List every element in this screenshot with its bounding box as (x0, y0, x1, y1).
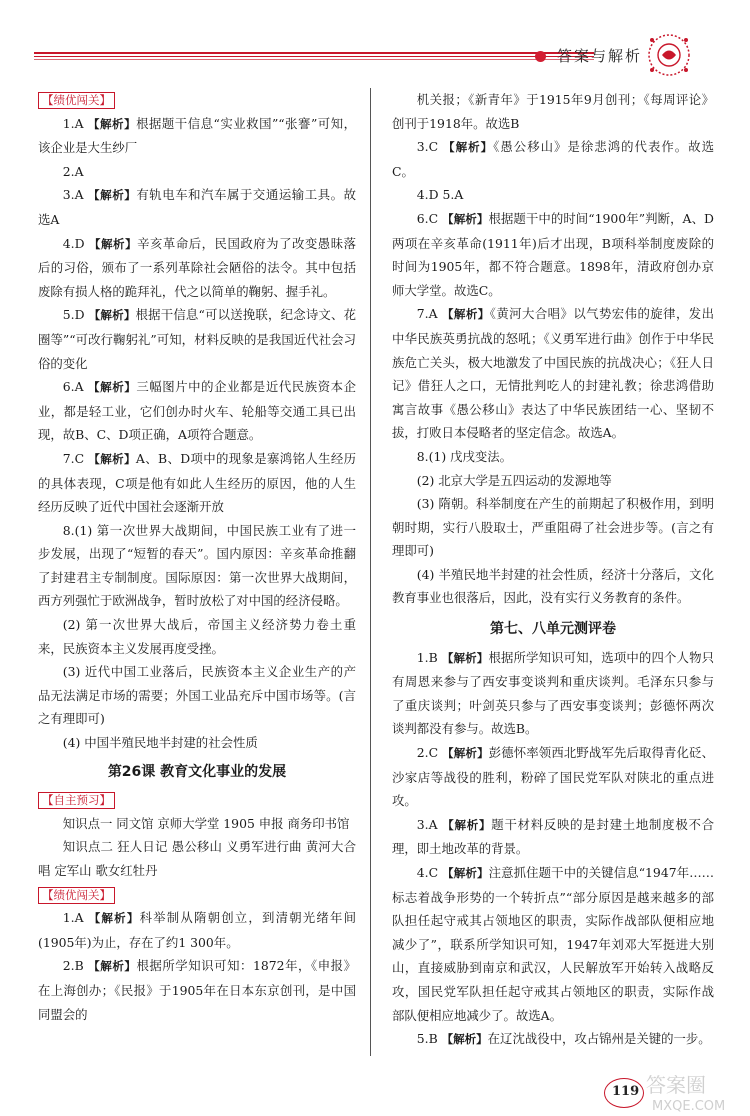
answer-item (38, 160, 356, 184)
analysis-label: 【解析】 (441, 1032, 488, 1047)
answer-list (38, 906, 356, 1026)
page-number: 119 (612, 1084, 640, 1099)
answer-item (38, 303, 356, 375)
answer-text: 三幅图片中的企业都是近代民族资本企业，都是轻工业，它们创办时火车、轮船等交通工具已出现，故B、C、D项正确，A项符合题意。 (38, 379, 357, 443)
analysis-label: 【解析】 (88, 451, 136, 466)
answer-text: A、B、D项中的现象是寨鸿铭人生经历的具体表现，C项是他有如此人生经历的原因，他的人生经历反映了近代中国社会逐渐开放 (38, 450, 356, 515)
answer-text: 在辽沈战役中，攻占锦州是关键的一步。 (487, 1031, 711, 1047)
answer-number: (2) (62, 617, 86, 633)
answer-item (392, 861, 714, 1027)
answer-item (38, 613, 356, 660)
answer-text: 第一次世界大战后，帝国主义经济势力卷土重来，民族资本主义发展再度受挫。 (38, 617, 356, 656)
answer-item (392, 183, 714, 207)
answer-number: 4.D 5.A (416, 187, 464, 203)
answer-number: (4) (62, 735, 85, 751)
answer-text: 根据题干中的时间“1900年”判断，A、D两项在辛亥革命(1911年)后才出现，B项科举制度废除的时间为1905年，都不符合题意。1898年，清政府创办京师大学堂。故选C。 (392, 210, 714, 298)
analysis-label: 【解析】 (88, 380, 137, 395)
section-tag: 【绩优闯关】 (38, 92, 115, 109)
answer-item (38, 112, 356, 160)
left-column (38, 88, 356, 1026)
lesson-title: 第26课 教育文化事业的发展 (107, 763, 287, 780)
header-title: 答案与解析 (557, 47, 643, 65)
answer-item (38, 447, 356, 519)
answer-item (392, 135, 714, 183)
answer-item (392, 207, 714, 302)
answer-text: 有轨电车和汽车属于交通运输工具。故选A (38, 187, 357, 227)
svg-text:MXQE.COM: MXQE.COM (652, 1099, 726, 1114)
answer-text: 《愚公移山》是徐悲鸿的代表作。故选C。 (392, 139, 714, 179)
watermark-logo (642, 1070, 742, 1114)
answer-text: 《黄河大合唱》以气势宏伟的旋律，发出中华民族英勇抗战的怒吼；《义勇军进行曲》创作于中华民族危亡关头，极大地激发了中国民族的抗战决心；《狂人日记》借狂人之口，无情批判吃人的封建礼教；徐悲鸿借助寓言故事《愚公移山》表达了中华民族团结一心、坚韧不拔，打败日本侵略者的坚定信念。故选A。 (392, 306, 714, 441)
answer-item (392, 563, 714, 610)
answer-text: 辛亥革命后，民国政府为了改变愚昧落后的习俗，颁布了一系列革除社会陋俗的法令。其中包括废除有损人格的跪拜礼，代之以简单的鞠躬、握手礼。 (38, 235, 357, 299)
analysis-label: 【解析】 (88, 911, 140, 926)
answer-text: 彭德怀率领西北野战军先后取得青化砭、沙家店等战役的胜利，粉碎了国民党军队对陕北的重点进攻。 (392, 745, 714, 809)
answer-number: 4.D (62, 235, 90, 251)
unit-title: 第七、八单元测评卷 (490, 621, 616, 638)
answer-number: 2.B (62, 958, 89, 974)
analysis-label: 【解析】 (442, 817, 492, 832)
analysis-label: 【解析】 (89, 236, 138, 251)
svg-text:答案圈: 答案圈 (646, 1073, 706, 1097)
answer-text: 北京大学是五四运动的发源地等 (438, 472, 612, 488)
analysis-label: 【解析】 (442, 211, 489, 226)
answer-item (38, 660, 356, 731)
answer-number: 1.A (62, 115, 89, 131)
answer-number: 6.A (62, 379, 89, 395)
answer-item (392, 741, 714, 813)
answer-number: 1.A (62, 910, 89, 926)
answer-item (392, 88, 714, 135)
analysis-label: 【解析】 (88, 116, 137, 131)
flower-logo-icon (640, 30, 698, 80)
analysis-label: 【解析】 (441, 307, 490, 322)
knowledge-point: 知识点一 同文馆 京师大学堂 1905 申报 商务印书馆 (62, 815, 350, 831)
answer-number: 5.D (62, 307, 89, 323)
answer-number: 1.B (416, 649, 442, 665)
analysis-label: 【解析】 (442, 866, 489, 880)
answer-text: 隋朝。科举制度在产生的前期起了积极作用，到明朝时期，实行八股取士，严重阻碍了社会进步等。(言之有理即可) (392, 496, 714, 559)
answer-number: 5.B (416, 1031, 442, 1047)
answer-text: 近代中国工业落后，民族资本主义企业生产的产品无法满足市场的需要；外国工业品充斥中国市场等。(言之有理即可) (38, 664, 356, 727)
answer-text: 半殖民地半封建的社会性质，经济十分落后，文化教育事业也很落后，因此，没有实行义务教育的条件。 (392, 566, 714, 606)
answer-number: 7.A (416, 306, 442, 322)
answer-item (392, 813, 714, 861)
answer-item (38, 954, 356, 1026)
answer-number: (2) (416, 472, 439, 488)
answer-item (392, 492, 714, 563)
answer-item (392, 469, 714, 493)
header-rule (34, 52, 594, 62)
analysis-label: 【解析】 (88, 188, 137, 203)
answer-number: (3) (416, 496, 439, 512)
answer-text: 科举制从隋朝创立，到清朝光绪年间(1905年)为止，存在了约1 300年。 (38, 910, 357, 950)
answer-number: 3.C (416, 139, 444, 155)
answer-text: 根据干信息“可以送挽联，纪念诗文、花圈等”“可改行鞠躬礼”可知，材料反映的是我国近代社会习俗的变化 (38, 307, 356, 371)
answer-number: 8.(1) (416, 448, 451, 464)
answer-number: 6.C (416, 210, 443, 226)
answer-item (392, 1027, 714, 1052)
answer-list (392, 646, 714, 1052)
answer-number: (3) (62, 664, 85, 680)
analysis-label: 【解析】 (88, 959, 137, 974)
answer-text: 注意抓住题干中的关键信息“1947年……标志着战争形势的一个转折点”“部分原因是越来越多的部队担任起守戒其占领地区的职责，实际作战部队便相应地减少了”，联系所学知识可知，1947年刘邓大军挺进大别山，直接威胁到南京和武汉，人民解放军开始转入战略反攻，国民党军队担任起守戒其占领地区的职责，实际作战部队便相应地减少了。故选A。 (392, 865, 714, 1023)
answer-item (38, 519, 356, 613)
answer-item (392, 302, 714, 445)
answer-item (392, 445, 714, 469)
answer-number: 8.(1) (62, 522, 97, 538)
answer-text: 根据所学知识可知，选项中的四个人物只有周恩来参与了西安事变谈判和重庆谈判。毛泽东只参与了重庆谈判；叶剑英只参与了西安事变谈判；彭德怀两次谈判都没有参与。故选B。 (392, 649, 715, 737)
answer-text: 题干材料反映的是封建土地制度极不合理，即土地改革的背景。 (392, 816, 715, 857)
analysis-label: 【解析】 (442, 746, 489, 761)
section-tag: 【绩优闯关】 (38, 887, 115, 904)
knowledge-point: 知识点二 狂人日记 愚公移山 义勇军进行曲 黄河大合唱 定军山 歌女红牡丹 (38, 839, 356, 878)
analysis-label: 【解析】 (441, 650, 489, 665)
answer-number: 2.A (62, 163, 84, 179)
answer-number: 3.A (62, 187, 89, 203)
answer-text: 戊戌变法。 (450, 448, 513, 464)
answer-list (38, 112, 356, 755)
answer-text: 机关报；《新青年》于1915年9月创刊；《每周评论》创刊于1918年。故选B (392, 92, 714, 131)
answer-item (38, 232, 356, 304)
answer-text: 中国半殖民地半封建的社会性质 (84, 735, 258, 751)
section-tag: 【自主预习】 (38, 792, 115, 809)
answer-list (392, 88, 714, 610)
red-dot-icon (535, 51, 546, 62)
answer-item (392, 646, 714, 741)
answer-number: 2.C (416, 745, 443, 761)
column-divider (370, 88, 371, 1056)
answer-item (38, 906, 356, 954)
right-column (392, 88, 714, 1052)
analysis-label: 【解析】 (88, 308, 136, 323)
answer-item (38, 375, 356, 447)
answer-number: 3.A (416, 816, 443, 832)
answer-item (38, 731, 356, 755)
answer-number: 7.C (62, 450, 89, 466)
answer-number: 4.C (416, 865, 443, 880)
answer-text: 根据题干信息“实业救国”“张謇”可知，该企业是大生纱厂 (38, 115, 357, 156)
answer-text: 第一次世界大战期间，中国民族工业有了进一步发展，出现了“短暂的春天”。国内原因：辛亥革命推翻了封建君主专制制度。国际原因：第一次世界大战期间，西方列强忙于欧洲战争，暂时放松了对中国的经济侵略。 (38, 522, 357, 609)
answer-item (38, 183, 356, 231)
answer-text: 根据所学知识可知：1872年，《申报》在上海创办；《民报》于1905年在日本东京创刊，是中国同盟会的 (38, 958, 357, 1022)
answer-number: (4) (416, 566, 439, 582)
analysis-label: 【解析】 (443, 140, 494, 155)
